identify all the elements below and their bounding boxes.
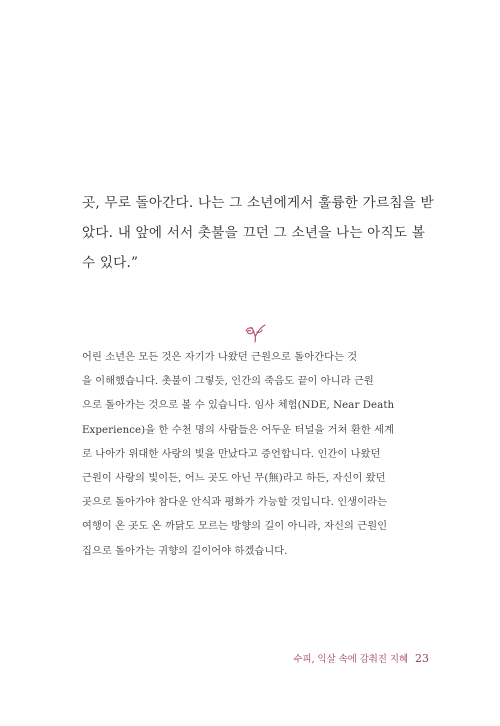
- quote-line: 았다. 내 앞에 서서 촛불을 끄던 그 소년을 나는 아직도 볼: [82, 225, 426, 241]
- running-title: 수피, 익살 속에 감춰진 지혜: [293, 654, 409, 665]
- body-line: 을 이해했습니다. 촛불이 그렇듯, 인간의 죽음도 끝이 아니라 근원: [82, 376, 374, 388]
- body-line: Experience)을 한 수천 명의 사람들은 어두운 터널을 거쳐 환한 세계: [82, 424, 395, 436]
- body-line: 으로 돌아가는 것으로 볼 수 있습니다. 임사 체험(NDE, Near Death: [82, 400, 395, 412]
- body-line: 로 나아가 위대한 사랑의 빛을 만났다고 증언합니다. 인간이 나왔던: [82, 448, 381, 460]
- quote-line: 수 있다.”: [82, 255, 139, 271]
- body-line: 어린 소년은 모든 것은 자기가 나왔던 근원으로 돌아간다는 것: [82, 352, 358, 363]
- page-number: 23: [415, 652, 429, 665]
- body-line: 집으로 돌아가는 귀향의 길이어야 하겠습니다.: [82, 545, 288, 557]
- body-line: 곳으로 돌아가야 참다운 안식과 평화가 가능할 것입니다. 인생이라는: [82, 497, 388, 509]
- quote-line: 곳, 무로 돌아간다. 나는 그 소년에게서 훌륭한 가르침을 받: [82, 195, 434, 211]
- body-line: 근원이 사랑의 빛이든, 어느 곳도 아닌 무(無)라고 하든, 자신이 왔던: [82, 473, 386, 485]
- page-footer: [293, 651, 429, 665]
- floral-ornament-icon: [240, 322, 270, 344]
- body-paragraph: [82, 346, 434, 564]
- quote-paragraph: [82, 188, 434, 278]
- body-line: 여행이 온 곳도 온 까닭도 모르는 방향의 길이 아니라, 자신의 근원인: [82, 521, 388, 533]
